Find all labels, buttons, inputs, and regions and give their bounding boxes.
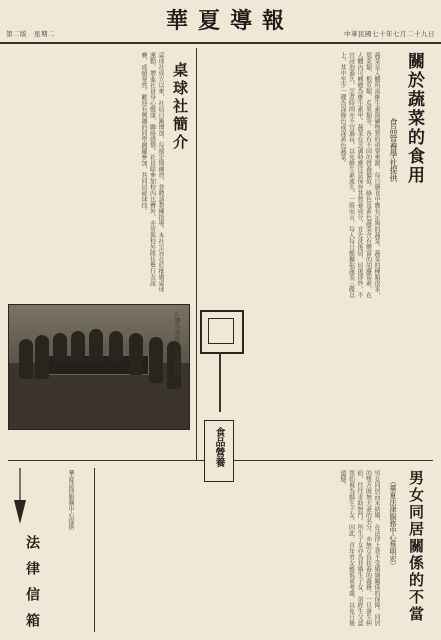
table-tennis-photo	[8, 304, 190, 430]
legal-column-label: 法律信箱	[24, 535, 40, 639]
food-illustration-stem	[219, 352, 221, 412]
photo-person	[129, 333, 143, 375]
left-issue-info: 第二版 星期二	[6, 30, 55, 38]
photo-person	[109, 331, 123, 363]
cohabitation-body: 男女同居而未結婚，在法律上並不受婚姻關係的保障。同居的雙方既無夫妻的名分，亦無互負扶養的義務，一旦發生糾紛，往往求助無門。所生子女亦為非婚生子女，須經生父認領始視為婚生子女。因此，青年男女應慎重考慮，以免日後遺憾。	[339, 470, 380, 626]
vegetable-article-byline: 食品營養學社提供	[389, 118, 398, 182]
food-inner-square	[208, 318, 234, 344]
photo-person	[35, 335, 49, 379]
table-tennis-title: 桌球社簡介	[171, 62, 189, 152]
photo-person	[149, 337, 163, 383]
vegetable-article-title: 關於蔬菜的食用	[404, 52, 424, 185]
food-illustration	[200, 310, 244, 354]
food-nutrition-label: 食品營養	[213, 427, 224, 467]
right-issue-info: 中華民國七十年七月二十九日	[344, 30, 435, 38]
column-divider	[196, 48, 197, 460]
vegetable-article-body: 蔬菜是人體所需維生素與礦物質的重要來源，每日膳食中應有足夠的蔬菜。蔬菜的種類很多，葉菜類、根莖類、瓜果類等，各有不同的營養價值。綠色及黃色蔬菜含有豐富的胡蘿蔔素，在人體內可轉變為維生素甲。蔬菜在烹調時應注意保存其營養成分，宜先洗後切，切後即炒，不宜浸泡過久，烹煮時間亦不宜過長，以免維生素流失。一般而言，每人每日應攝取蔬菜三碟以上，其中至少一碟為深綠色或深黃色蔬菜。	[339, 52, 380, 298]
photo-person	[71, 331, 85, 363]
cohabitation-title: 男女同居關係的不當	[407, 470, 425, 623]
photo-caption: △圖為本社社員練習情形。（本社提供）	[173, 310, 180, 416]
photo-person	[19, 339, 33, 379]
newspaper-title: 華夏導報	[165, 8, 294, 34]
legal-column-divider	[94, 468, 95, 632]
plumb-bob-icon	[10, 468, 30, 528]
cohabitation-byline: （華夏法律服務中心蔡明宏）	[389, 478, 397, 569]
photo-person	[53, 333, 67, 363]
table-tennis-body: 桌球社成立以來，社員日漸增加，每週定期練習，並聘請教練指導。本社宗旨在於推廣桌球運動，增進社員身心健康，聯絡感情。社員除參加校內比賽外，亦常與校外隊伍舉行友誼賽，成績斐然。歡迎有興趣的同學踴躍參加，共同切磋球技。	[140, 52, 164, 292]
legal-column-note: 華夏法律服務中心提供	[67, 470, 74, 530]
masthead	[0, 0, 441, 44]
photo-person	[89, 329, 103, 363]
